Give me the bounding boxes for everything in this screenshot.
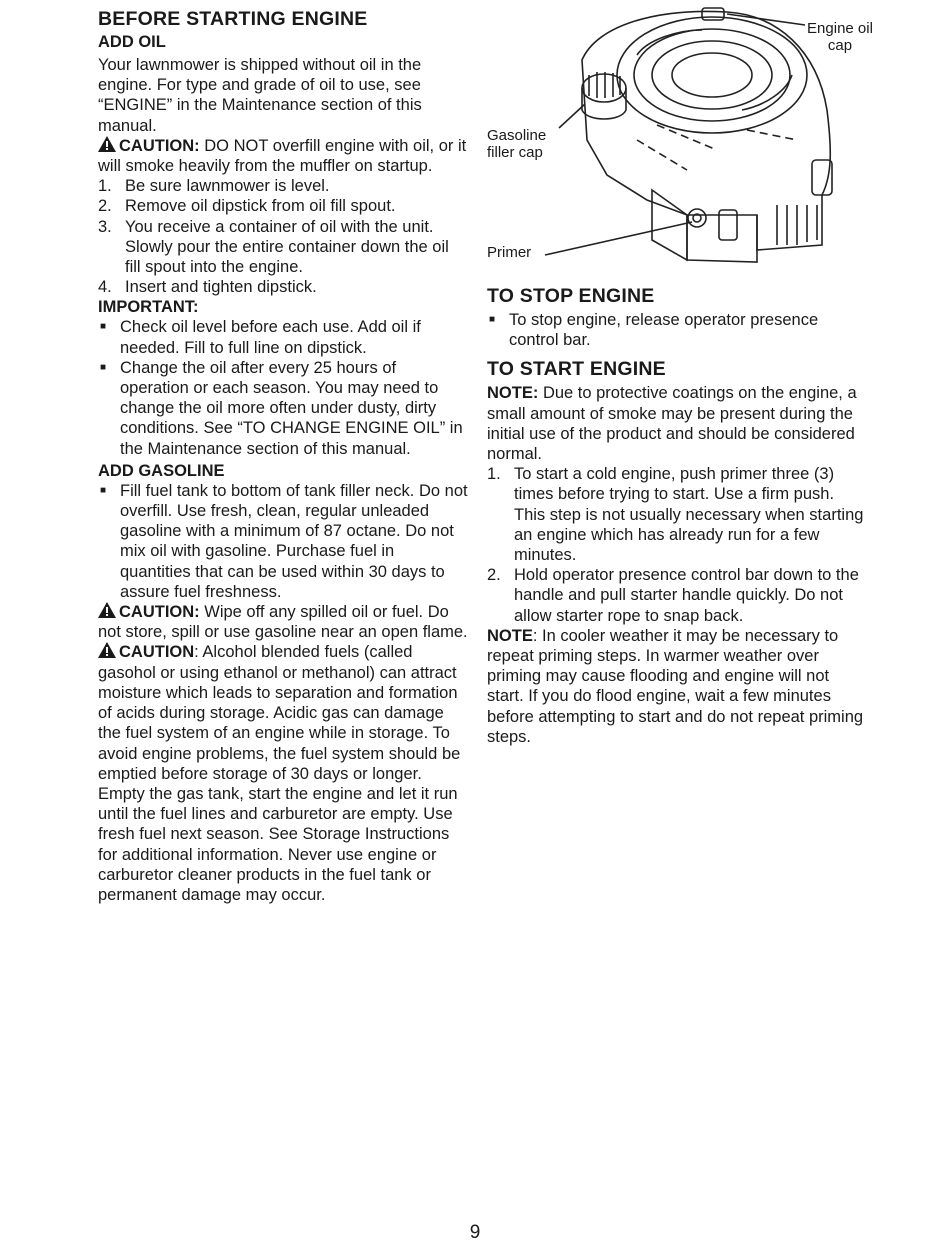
list-item [98,176,468,196]
start-note-1 [487,383,867,464]
primer-label: Primer [487,244,532,261]
start-note-2 [487,626,867,747]
engine-figure [487,0,873,280]
bullet-icon: ■ [100,321,107,333]
caution-label: CAUTION: [119,136,200,155]
list-item [98,358,468,459]
add-oil-caution [98,136,468,176]
add-oil-intro: Your lawnmower is shipped without oil in the engine. For type and grade of oil to use, see “ENGINE” in the Maintenance section of this manual. [98,56,422,135]
bullet-icon: ■ [100,484,107,496]
caution-text: : Alcohol blended fuels (called gasohol or using ethanol or methanol) can attract moisture which leads to separation and formation of acids during storage. Acidic gas can damage the fuel system of an engine while in storage. To avoid engine problems, the fuel system should be emptied before storage of 30 days or longer. Empty the gas tank, start the engine and let it run until the fuel lines and carburetor are empty. Use fresh fuel next season. See Storage Instructions for additional information. Never use engine or carburetor cleaner products in the fuel tank or permanent damage may occur. [98,643,461,904]
list-item [487,310,867,350]
bullet-text: Change the oil after every 25 hours of operation or each season. You may need to change the oil more often under dusty, dirty conditions. See “TO CHANGE ENGINE OIL” in the Maintenance section of this manual. [120,358,463,458]
before-starting-heading: BEFORE STARTING ENGINE [98,8,368,30]
stop-bullets [487,310,867,350]
add-gasoline-heading: ADD GASOLINE [98,461,225,480]
step-number: 1. [98,177,112,196]
note-text: Due to protective coatings on the engine, a small amount of smoke may be present during the initial use of the product and should be considered normal. [487,384,857,464]
list-item [98,481,468,602]
note-text: : In cooler weather it may be necessary to repeat priming steps. In warmer weather over priming may cause flooding and engine will not start. If you do flood engine, wait a few minutes before attempting to start and do not repeat priming steps. [487,626,864,746]
add-oil-heading: ADD OIL [98,33,166,51]
step-text: You receive a container of oil with the unit. Slowly pour the entire container down the oil fill spout into the engine. [125,217,449,277]
note-label: NOTE [487,626,533,645]
caution-label: CAUTION [119,643,195,662]
step-text: Be sure lawnmower is level. [125,177,330,196]
step-text: Remove oil dipstick from oil fill spout. [125,197,396,216]
start-engine-heading: TO START ENGINE [487,358,666,381]
start-steps [487,464,867,626]
important-label: IMPORTANT: [98,298,199,317]
warning-triangle-icon [98,602,116,618]
stop-engine-heading: TO STOP ENGINE [487,285,655,307]
add-oil-steps [98,176,468,297]
gasoline-caution-2 [98,642,468,905]
step-text: Insert and tighten dipstick. [125,278,317,297]
warning-triangle-icon [98,136,116,152]
caution-text: DO NOT overfill engine with oil, or it will smoke heavily from the muffler on startup. [98,136,467,176]
step-number: 2. [487,566,501,585]
bullet-icon: ■ [100,361,107,373]
step-text: Hold operator presence control bar down to the handle and pull starter handle quickly. Do not allow starter rope to snap back. [514,566,859,625]
left-column [98,8,468,905]
note-label: NOTE: [487,384,539,403]
list-item [98,217,468,278]
warning-triangle-icon [98,642,116,658]
list-item [487,565,867,626]
caution-text: Wipe off any spilled oil or fuel. Do not store, spill or use gasoline near an open flame. [98,603,468,642]
caution-label: CAUTION: [119,603,200,622]
step-number: 1. [487,465,501,484]
important-bullets [98,317,468,458]
step-number: 4. [98,278,112,297]
list-item [98,317,468,357]
gasoline-caution-1 [98,602,468,642]
gas-cap-label: Gasoline filler cap [487,127,547,161]
step-number: 3. [98,217,112,236]
list-item [487,464,867,565]
gasoline-bullets [98,481,468,602]
list-item [98,277,468,297]
oil-cap-label: Engine oil cap [807,20,873,54]
bullet-text: To stop engine, release operator presence control bar. [509,311,819,350]
bullet-text: Fill fuel tank to bottom of tank filler neck. Do not overfill. Use fresh, clean, regular unleaded gasoline with a minimum of 87 octane. Do not mix oil with gasoline. Purchase fuel in quantities that can be used within 30 days to assure fuel freshness. [120,481,468,601]
list-item [98,196,468,216]
page-number: 9 [469,1222,481,1243]
bullet-icon: ■ [489,314,496,325]
bullet-text: Check oil level before each use. Add oil if needed. Fill to full line on dipstick. [120,318,421,357]
right-column [487,285,867,747]
step-number: 2. [98,197,112,216]
step-text: To start a cold engine, push primer three (3) times before trying to start. Use a firm push. This step is not usually necessary when starting an engine which has already run for a few minutes. [514,465,864,565]
